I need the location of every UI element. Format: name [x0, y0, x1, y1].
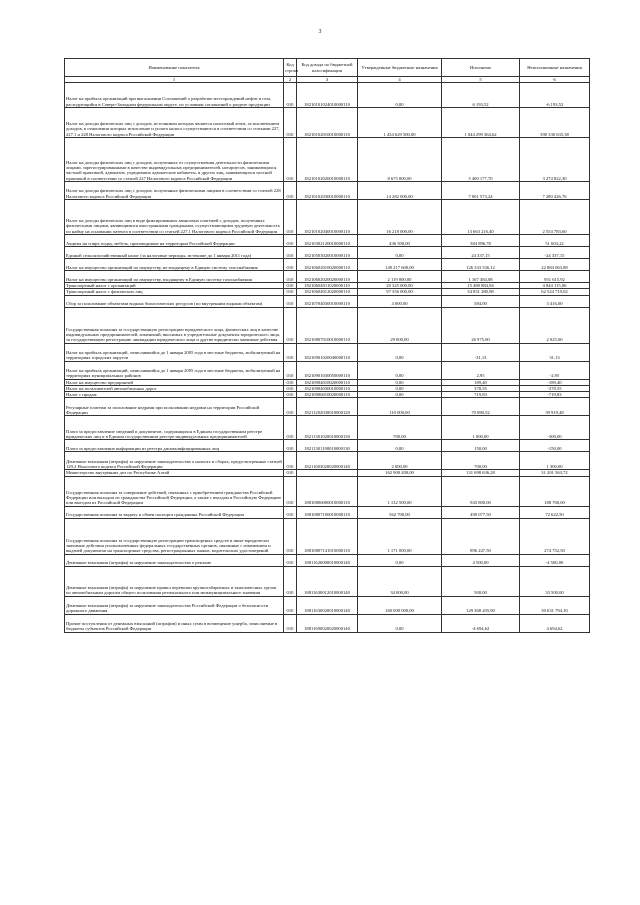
row-remain: -24 337,15 — [520, 247, 590, 259]
row-kbk: 18211301020010000130 — [297, 416, 358, 440]
row-kbk: 18210302120010000110 — [297, 235, 358, 247]
row-kbk: 18210102010010000110 — [297, 108, 358, 138]
row-plan: 2 000,00 — [358, 452, 442, 470]
row-code: 010 — [284, 385, 297, 391]
row-plan: 0,00 — [358, 361, 442, 379]
row-remain: 31,13 — [520, 343, 590, 361]
row-kbk: 18210102030010000110 — [297, 182, 358, 200]
row-plan: 0,00 — [358, 247, 442, 259]
row-code: 010 — [284, 440, 297, 452]
table-row — [65, 200, 590, 235]
row-name: Налог на прибыль организаций, зачислявшийся до 1 января 2005 года в местные бюджеты, мобилизуемый на территориях муниципальных районов — [65, 361, 284, 379]
row-remain: 2 554 783,60 — [520, 200, 590, 235]
row-kbk: 18210102020010000110 — [297, 138, 358, 182]
row-name: Государственная пошлина за выдачу и обмен паспорта гражданина Российской Федерации — [65, 506, 284, 518]
row-plan: 160 000 000,00 — [358, 596, 442, 614]
row-exec: 129 368 205,90 — [442, 596, 520, 614]
row-kbk: 18210904010020000110 — [297, 379, 358, 385]
row-code: 010 — [284, 596, 297, 614]
row-remain: 2 025,00 — [520, 307, 590, 343]
row-remain: 4 694,62 — [520, 614, 590, 632]
row-plan: 149 217 600,00 — [358, 259, 442, 271]
row-plan: 436 500,00 — [358, 235, 442, 247]
row-name: Налог на имущество организаций по имуществу, входящему в Единую систему газоснабжения — [65, 271, 284, 283]
column-number: 1 — [65, 77, 284, 83]
row-code: 010 — [284, 361, 297, 379]
row-plan: 562 700,00 — [358, 506, 442, 518]
row-exec: 34 831 280,98 — [442, 289, 520, 295]
row-code: 010 — [284, 476, 297, 506]
row-plan: 0,00 — [358, 379, 442, 385]
row-kbk: 18210906010020000110 — [297, 392, 358, 398]
row-remain: 31 201 563,72 — [520, 470, 590, 476]
row-plan: 0,00 — [358, 385, 442, 391]
row-plan: 0,00 — [358, 392, 442, 398]
row-code: 010 — [284, 83, 297, 108]
row-remain: -189,40 — [520, 379, 590, 385]
row-name: Государственная пошлина за государственную регистрацию транспортных средств и иные юридически значимые действия уполномоченных федеральных государственных органов, связанные с изменением и выдачей документов на транспортные средства, регистрационных знаков, водительских удостоверений — [65, 518, 284, 554]
row-name: Налог на доходы физических лиц с доходов, полученных от осуществления деятельности физическими лицами, зарегистрированными в качестве индивидуальных предпринимателей, нотариусов, занимающихся частной практикой, адвокатов, учредивших адвокатские кабинеты, и других лиц, занимающихся частной практикой в соответствии со статьей 227 Налогового кодекса Российской Федерации — [65, 138, 284, 182]
row-kbk: 18211202030010000120 — [297, 398, 358, 416]
row-plan: 0,00 — [358, 440, 442, 452]
row-code: 010 — [284, 307, 297, 343]
row-remain: -4 500,00 — [520, 554, 590, 566]
row-remain: -150,00 — [520, 440, 590, 452]
row-remain: 188 700,00 — [520, 476, 590, 506]
table-row — [65, 343, 590, 361]
table-row — [65, 554, 590, 566]
row-plan: 16 218 000,00 — [358, 200, 442, 235]
row-name: Денежные взыскания (штрафы) за нарушение правил перевозки крупногабаритных и тяжеловесных грузов по автомобильным дорогам общего пользования регионального или межмуниципального значения — [65, 566, 284, 596]
row-name: Налог на пользователей автомобильных дорог — [65, 385, 284, 391]
row-exec: 1 000,00 — [442, 416, 520, 440]
row-remain: 62 524 719,02 — [520, 289, 590, 295]
row-code: 010 — [284, 566, 297, 596]
row-remain: 3 274 822,30 — [520, 138, 590, 182]
table-row — [65, 295, 590, 307]
row-kbk: 18210807010010000110 — [297, 307, 358, 343]
row-name: Единый сельскохозяйственный налог (за налоговые периоды, истекшие до 1 января 2011 года) — [65, 247, 284, 259]
table-row — [65, 361, 590, 379]
table-row — [65, 518, 590, 554]
row-kbk: 18210604011020000110 — [297, 283, 358, 289]
header-name: Наименование показателя — [65, 59, 284, 77]
column-number: 3 — [297, 77, 358, 83]
row-exec: 490 077,50 — [442, 506, 520, 518]
row-exec: 7 001 573,24 — [442, 182, 520, 200]
row-code: 010 — [284, 398, 297, 416]
row-name: Денежные взыскания (штрафы) за нарушение законодательства Российской Федерации о безопасности дорожного движения — [65, 596, 284, 614]
row-exec: 378,55 — [442, 385, 520, 391]
row-remain: -2,95 — [520, 361, 590, 379]
row-code: 010 — [284, 235, 297, 247]
row-exec: -4 694,62 — [442, 614, 520, 632]
row-plan: 2 119 000,00 — [358, 271, 442, 283]
row-exec: 189,40 — [442, 379, 520, 385]
row-exec: 70 080,52 — [442, 398, 520, 416]
row-name: Денежные взыскания (штрафы) за нарушение законодательства о рекламе — [65, 554, 284, 566]
row-kbk: 18810807141010000110 — [297, 518, 358, 554]
column-number: 6 — [520, 77, 590, 83]
table-row — [65, 614, 590, 632]
table-row — [65, 235, 590, 247]
revenue-table — [64, 58, 590, 633]
row-plan: 0,00 — [358, 343, 442, 361]
row-exec: 500,00 — [442, 566, 520, 596]
row-code: 010 — [284, 295, 297, 307]
row-kbk: 18811626000010000140 — [297, 554, 358, 566]
row-name: Налог на прибыль организаций при выполнении Соглашений о разработке месторождений нефти и газа, расходующийся в Северо-Западном федеральном округе, по условиям соглашений о разделе продукции — [65, 83, 284, 108]
row-exec: 6 193,52 — [442, 83, 520, 108]
row-plan: 4 000,00 — [358, 295, 442, 307]
row-exec: 4 500,00 — [442, 554, 520, 566]
row-code: 010 — [284, 554, 297, 566]
column-number: 2 — [284, 77, 297, 83]
row-plan: 162 900 200,00 — [358, 470, 442, 476]
row-name: Налог на доходы физических лиц с доходов, полученных физическими лицами в соответствии со статьей 228 Налогового кодекса Российской Федерации — [65, 182, 284, 200]
header-kbk: Код дохода по бюджетной классификации — [297, 59, 358, 77]
row-name: Налог с продаж — [65, 392, 284, 398]
row-code: 010 — [284, 506, 297, 518]
row-kbk: 18810806000010000110 — [297, 476, 358, 506]
table-row — [65, 259, 590, 271]
row-code: 010 — [284, 416, 297, 440]
row-remain: 274 752,50 — [520, 518, 590, 554]
row-kbk: 18210503020010000110 — [297, 247, 358, 259]
row-remain: -300,00 — [520, 416, 590, 440]
row-name: Налог на прибыль организаций, зачислявшийся до 1 января 2005 года в местные бюджеты, мобилизуемый на территориях городских округов — [65, 343, 284, 361]
table-header-row — [65, 59, 590, 77]
row-exec: 15 480 884,94 — [442, 283, 520, 289]
row-plan: 1 434 629 500,00 — [358, 108, 442, 138]
row-plan: 29 000,00 — [358, 307, 442, 343]
row-exec: 5 400 177,70 — [442, 138, 520, 182]
row-kbk: 18210602010020000110 — [297, 259, 358, 271]
row-code: 010 — [284, 259, 297, 271]
table-row — [65, 506, 590, 518]
row-code: 010 — [284, 108, 297, 138]
row-kbk: 18211603020020000140 — [297, 452, 358, 470]
row-code: 010 — [284, 182, 297, 200]
row-name: Сбор за пользование объектами водных биологических ресурсов (по внутренним водным объектам) — [65, 295, 284, 307]
row-kbk: 18210904030010000110 — [297, 385, 358, 391]
row-remain: -719,83 — [520, 392, 590, 398]
row-code: 010 — [284, 283, 297, 289]
row-code: 010 — [284, 392, 297, 398]
row-name: Государственная пошлина за совершение действий, связанных с приобретением гражданства Российской Федерации или выходом из гражданства Российской Федерации, а также с въездом в Российскую Федерацию или выездом из Российской Федерации — [65, 476, 284, 506]
row-remain: 39 919,48 — [520, 398, 590, 416]
row-exec: 943 800,00 — [442, 476, 520, 506]
row-name: Министерство внутренних дел по Республике Алтай — [65, 470, 284, 476]
row-code: 010 — [284, 379, 297, 385]
row-remain: 51 603,22 — [520, 235, 590, 247]
row-plan: 20 325 000,00 — [358, 283, 442, 289]
row-plan: 0,00 — [358, 83, 442, 108]
row-kbk: 18811690020020000140 — [297, 614, 358, 632]
row-name: Денежные взыскания (штрафы) за нарушение законодательства о налогах и сборах, предусмотренные статьей 129.2 Налогового кодекса Российской Федерации — [65, 452, 284, 470]
row-remain: 4 844 115,06 — [520, 283, 590, 289]
row-name: Прочие поступления от денежных взысканий (штрафов) и иных сумм в возмещение ущерба, зачисляемые в бюджеты субъектов Российской Федерации — [65, 614, 284, 632]
row-exec: 700,00 — [442, 452, 520, 470]
table-row — [65, 271, 590, 283]
row-code: 010 — [284, 614, 297, 632]
row-code: 010 — [284, 138, 297, 182]
row-name: Транспортный налог с организаций — [65, 283, 284, 289]
row-plan: 0,00 — [358, 614, 442, 632]
table-row — [65, 452, 590, 470]
row-kbk: 18811630020010000140 — [297, 596, 358, 614]
row-exec: 26 975,00 — [442, 307, 520, 343]
row-kbk: 18210901020040000110 — [297, 343, 358, 361]
row-remain: 390 330 635,38 — [520, 108, 590, 138]
table-row — [65, 182, 590, 200]
row-kbk: 18210704030010000110 — [297, 295, 358, 307]
table-row — [65, 83, 590, 108]
row-kbk: 18810807100010000110 — [297, 506, 358, 518]
row-remain: -6 193,52 — [520, 83, 590, 108]
row-exec: 13 663 216,40 — [442, 200, 520, 235]
row-plan: 0,00 — [358, 554, 442, 566]
row-name: Налог на доходы физических лиц в виде фиксированных авансовых платежей с доходов, полученных физическими лицами, являющимися иностранными гражданами, осуществляющими трудовую деятельность по найму на основании патента в соответствии со статьей 227.1 Налогового кодекса Российской Федерации — [65, 200, 284, 235]
row-remain: 22 884 063,88 — [520, 259, 590, 271]
column-number: 4 — [358, 77, 442, 83]
row-kbk: 18211301190010000130 — [297, 440, 358, 452]
row-exec: 131 698 636,28 — [442, 470, 520, 476]
row-plan: 8 675 000,00 — [358, 138, 442, 182]
header-plan: Утвержденные бюджетные назначения — [358, 59, 442, 77]
table-row — [65, 108, 590, 138]
row-plan: 110 000,00 — [358, 398, 442, 416]
row-kbk: 18811630012010000140 — [297, 566, 358, 596]
header-exec: Исполнено — [442, 59, 520, 77]
row-code: 010 — [284, 518, 297, 554]
row-exec: 384 896,78 — [442, 235, 520, 247]
row-name: Налог на имущество организаций по имуществу, не входящему в Единую систему газоснабжения — [65, 259, 284, 271]
row-plan: 700,00 — [358, 416, 442, 440]
row-remain: 7 280 426,76 — [520, 182, 590, 200]
table-row — [65, 566, 590, 596]
row-name: Регулярные платежи за пользование недрами при пользовании недрами на территории Российской Федерации — [65, 398, 284, 416]
row-name: Налог на имущество предприятий — [65, 379, 284, 385]
row-code: 010 — [284, 200, 297, 235]
row-plan: 1 171 000,00 — [358, 518, 442, 554]
row-exec: 584,00 — [442, 295, 520, 307]
row-exec: -31,13 — [442, 343, 520, 361]
table-row — [65, 416, 590, 440]
row-exec: 2,95 — [442, 361, 520, 379]
row-name: Плата за предоставление сведений и документов, содержащихся в Едином государственном реестре юридических лиц и в Едином государственном реестре индивидуальных предпринимателей — [65, 416, 284, 440]
row-remain: 3 416,00 — [520, 295, 590, 307]
row-name: Налог на доходы физических лиц с доходов, источником которых является налоговый агент, за исключением доходов, в отношении которых исчисление и уплата налога осуществляются в соответствии со статьями 227, 227.1 и 228 Налогового кодекса Российской Федерации — [65, 108, 284, 138]
table-row — [65, 398, 590, 416]
table-row — [65, 476, 590, 506]
row-code: 010 — [284, 271, 297, 283]
column-number: 5 — [442, 77, 520, 83]
row-exec: 24 337,15 — [442, 247, 520, 259]
row-name: Плата за предоставление информации из реестра дисквалифицированных лиц — [65, 440, 284, 452]
row-remain: 30 631 794,10 — [520, 596, 590, 614]
row-exec: 1 044 299 364,62 — [442, 108, 520, 138]
header-remain: Неисполненные назначения — [520, 59, 590, 77]
row-code: 010 — [284, 289, 297, 295]
row-plan: 97 356 000,00 — [358, 289, 442, 295]
table-row — [65, 440, 590, 452]
row-plan: 1 132 500,00 — [358, 476, 442, 506]
row-exec: 1 167 384,08 — [442, 271, 520, 283]
row-kbk: 18210901030050000110 — [297, 361, 358, 379]
row-exec: 126 333 536,12 — [442, 259, 520, 271]
page-number: 3 — [318, 29, 322, 35]
row-plan: 34 000,00 — [358, 566, 442, 596]
row-plan: 14 282 000,00 — [358, 182, 442, 200]
row-kbk: 18210102040010000110 — [297, 200, 358, 235]
row-remain: 1 300,00 — [520, 452, 590, 470]
row-remain: 33 500,00 — [520, 566, 590, 596]
table-row — [65, 596, 590, 614]
row-code: 010 — [284, 470, 297, 476]
row-remain: 951 615,92 — [520, 271, 590, 283]
row-remain: -378,55 — [520, 385, 590, 391]
row-name: Акцизы на спирт, водку, мебель, производимые на территории Российской Федерации — [65, 235, 284, 247]
row-code: 010 — [284, 343, 297, 361]
row-name: Транспортный налог с физических лиц — [65, 289, 284, 295]
row-name: Государственная пошлина за государственную регистрацию юридического лица, физических лиц в качестве индивидуальных предпринимателей, изменений, вносимых в учредительные документы юридического лица, за государственную регистрацию ликвидации юридического лица и другие юридически значимые действия — [65, 307, 284, 343]
row-remain: 72 622,50 — [520, 506, 590, 518]
row-code: 010 — [284, 452, 297, 470]
row-kbk: 18210604012020000110 — [297, 289, 358, 295]
row-exec: 719,83 — [442, 392, 520, 398]
header-code: Код строки — [284, 59, 297, 77]
row-kbk: 18210101024010000110 — [297, 83, 358, 108]
row-code: 010 — [284, 247, 297, 259]
table-row — [65, 247, 590, 259]
row-kbk: 18210602020020000110 — [297, 271, 358, 283]
row-exec: 896 247,50 — [442, 518, 520, 554]
table-row — [65, 138, 590, 182]
table-row — [65, 307, 590, 343]
row-exec: 150,00 — [442, 440, 520, 452]
